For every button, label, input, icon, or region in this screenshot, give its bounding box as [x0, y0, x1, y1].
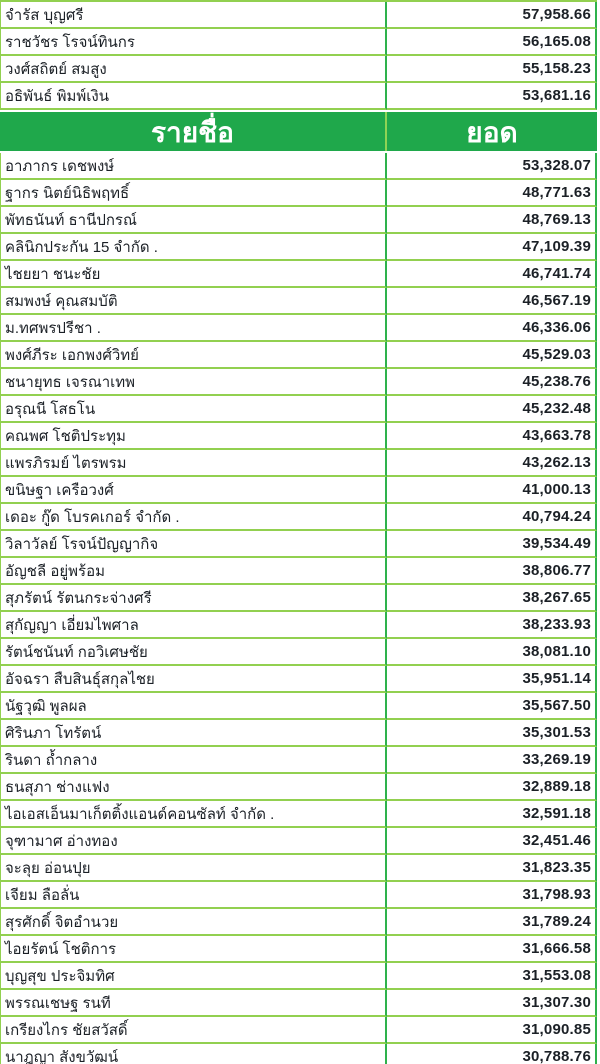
table-row [0, 369, 597, 396]
name-cell: สมพงษ์ คุณสมบัติ [0, 288, 387, 315]
column-header-name: รายชื่อ [0, 112, 387, 151]
name-cell: พงศ์ภีระ เอกพงศ์วิทย์ [0, 342, 387, 369]
table-row [0, 801, 597, 828]
table-row [0, 612, 597, 639]
amount-cell: 38,081.10 [387, 639, 597, 666]
name-cell: วงศ์สถิตย์ สมสูง [0, 56, 387, 83]
name-cell: ราชวัชร โรจน์ทินกร [0, 29, 387, 56]
table-row [0, 1044, 597, 1064]
amount-cell: 46,336.06 [387, 315, 597, 342]
name-cell: พัทธนันท์ ธานีปกรณ์ [0, 207, 387, 234]
rows-above-header [0, 2, 597, 110]
name-cell: วิลาวัลย์ โรจน์ปัญญากิจ [0, 531, 387, 558]
amount-cell: 45,529.03 [387, 342, 597, 369]
name-cell: ขนิษฐา เครือวงศ์ [0, 477, 387, 504]
name-cell: อัจฉรา สืบสินธุ์สกุลไชย [0, 666, 387, 693]
name-cell: ไอยรัตน์ โชติการ [0, 936, 387, 963]
amount-cell: 48,769.13 [387, 207, 597, 234]
amount-cell: 46,741.74 [387, 261, 597, 288]
name-cell: รินดา ถ้ำกลาง [0, 747, 387, 774]
table-row [0, 693, 597, 720]
table-header-row [0, 112, 597, 151]
table-row [0, 288, 597, 315]
table-row [0, 774, 597, 801]
amount-cell: 35,951.14 [387, 666, 597, 693]
table-row [0, 153, 597, 180]
table-row [0, 342, 597, 369]
table-row [0, 720, 597, 747]
table-row [0, 828, 597, 855]
amount-cell: 47,109.39 [387, 234, 597, 261]
table-row [0, 477, 597, 504]
name-cell: สุรศักดิ์ จิตอำนวย [0, 909, 387, 936]
name-cell: เกรียงไกร ชัยสวัสดิ์ [0, 1017, 387, 1044]
table-row [0, 936, 597, 963]
amount-cell: 31,666.58 [387, 936, 597, 963]
name-cell: ไอเอสเอ็นมาเก็ตติ้งแอนด์คอนซัลท์ จำกัด . [0, 801, 387, 828]
table-row [0, 2, 597, 29]
amount-cell: 30,788.76 [387, 1044, 597, 1064]
name-cell: บุญสุข ประจิมทิศ [0, 963, 387, 990]
amount-cell: 53,328.07 [387, 153, 597, 180]
table-row [0, 450, 597, 477]
name-cell: สุภรัตน์ รัตนกระจ่างศรี [0, 585, 387, 612]
amount-cell: 31,823.35 [387, 855, 597, 882]
table-row [0, 666, 597, 693]
table-row [0, 180, 597, 207]
table-row [0, 963, 597, 990]
name-cell: ม.ทศพรปรีชา . [0, 315, 387, 342]
name-cell: เจียม ลือลั่น [0, 882, 387, 909]
amount-cell: 38,233.93 [387, 612, 597, 639]
name-cell: อธิพันธ์ พิมพ์เงิน [0, 83, 387, 110]
name-cell: ธนสุภา ช่างแฟง [0, 774, 387, 801]
amount-cell: 43,663.78 [387, 423, 597, 450]
table-row [0, 261, 597, 288]
table-row [0, 396, 597, 423]
amount-cell: 46,567.19 [387, 288, 597, 315]
name-cell: ฐากร นิตย์นิธิพฤทธิ์ [0, 180, 387, 207]
amount-cell: 48,771.63 [387, 180, 597, 207]
table-row [0, 855, 597, 882]
name-cell: นาฎญา สังขวัฒน์ [0, 1044, 387, 1064]
name-cell: คลินิกประกัน 15 จำกัด . [0, 234, 387, 261]
name-cell: จุฑามาศ อ่างทอง [0, 828, 387, 855]
amount-cell: 32,591.18 [387, 801, 597, 828]
amount-cell: 38,806.77 [387, 558, 597, 585]
name-cell: เดอะ กู๊ด โบรคเกอร์ จำกัด . [0, 504, 387, 531]
table-row [0, 83, 597, 110]
name-cell: รัตน์ชนันท์ กอวิเศษชัย [0, 639, 387, 666]
amount-cell: 32,451.46 [387, 828, 597, 855]
amount-cell: 38,267.65 [387, 585, 597, 612]
name-cell: อัญชลี อยู่พร้อม [0, 558, 387, 585]
table-row [0, 423, 597, 450]
table-row [0, 990, 597, 1017]
amount-cell: 31,798.93 [387, 882, 597, 909]
table-row [0, 504, 597, 531]
amount-cell: 32,889.18 [387, 774, 597, 801]
table-row [0, 558, 597, 585]
table-row [0, 56, 597, 83]
table-row [0, 315, 597, 342]
amount-cell: 57,958.66 [387, 2, 597, 29]
amount-cell: 35,301.53 [387, 720, 597, 747]
name-cell: สุกัญญา เอี่ยมไพศาล [0, 612, 387, 639]
amount-cell: 43,262.13 [387, 450, 597, 477]
name-cell: ศิรินภา โทรัตน์ [0, 720, 387, 747]
name-cell: จำรัส บุญศรี [0, 2, 387, 29]
table-row [0, 29, 597, 56]
amount-cell: 33,269.19 [387, 747, 597, 774]
amount-cell: 31,090.85 [387, 1017, 597, 1044]
table-row [0, 1017, 597, 1044]
table-row [0, 234, 597, 261]
table-row [0, 585, 597, 612]
table-row [0, 909, 597, 936]
amount-cell: 45,238.76 [387, 369, 597, 396]
name-cell: อรุณนี โสธโน [0, 396, 387, 423]
table-row [0, 747, 597, 774]
amount-cell: 39,534.49 [387, 531, 597, 558]
name-cell: พรรณเชษฐ รนที [0, 990, 387, 1017]
name-cell: แพรภิรมย์ ไตรพรม [0, 450, 387, 477]
table-row [0, 207, 597, 234]
amount-cell: 31,553.08 [387, 963, 597, 990]
name-cell: ไชยยา ชนะชัย [0, 261, 387, 288]
column-header-amount: ยอด [387, 112, 597, 151]
amount-cell: 56,165.08 [387, 29, 597, 56]
name-cell: อาภากร เดชพงษ์ [0, 153, 387, 180]
amount-cell: 45,232.48 [387, 396, 597, 423]
table-row [0, 639, 597, 666]
name-cell: นัฐวุฒิ พูลผล [0, 693, 387, 720]
amount-cell: 55,158.23 [387, 56, 597, 83]
amount-cell: 53,681.16 [387, 83, 597, 110]
table-row [0, 531, 597, 558]
amount-cell: 41,000.13 [387, 477, 597, 504]
name-cell: ชนายุทธ เจรณาเทพ [0, 369, 387, 396]
amount-cell: 31,789.24 [387, 909, 597, 936]
amount-cell: 40,794.24 [387, 504, 597, 531]
amount-cell: 35,567.50 [387, 693, 597, 720]
rows-below-header [0, 153, 597, 1064]
amount-cell: 31,307.30 [387, 990, 597, 1017]
table-row [0, 882, 597, 909]
name-cell: คณพศ โชติประทุม [0, 423, 387, 450]
name-cell: จะลุย อ่อนปุย [0, 855, 387, 882]
